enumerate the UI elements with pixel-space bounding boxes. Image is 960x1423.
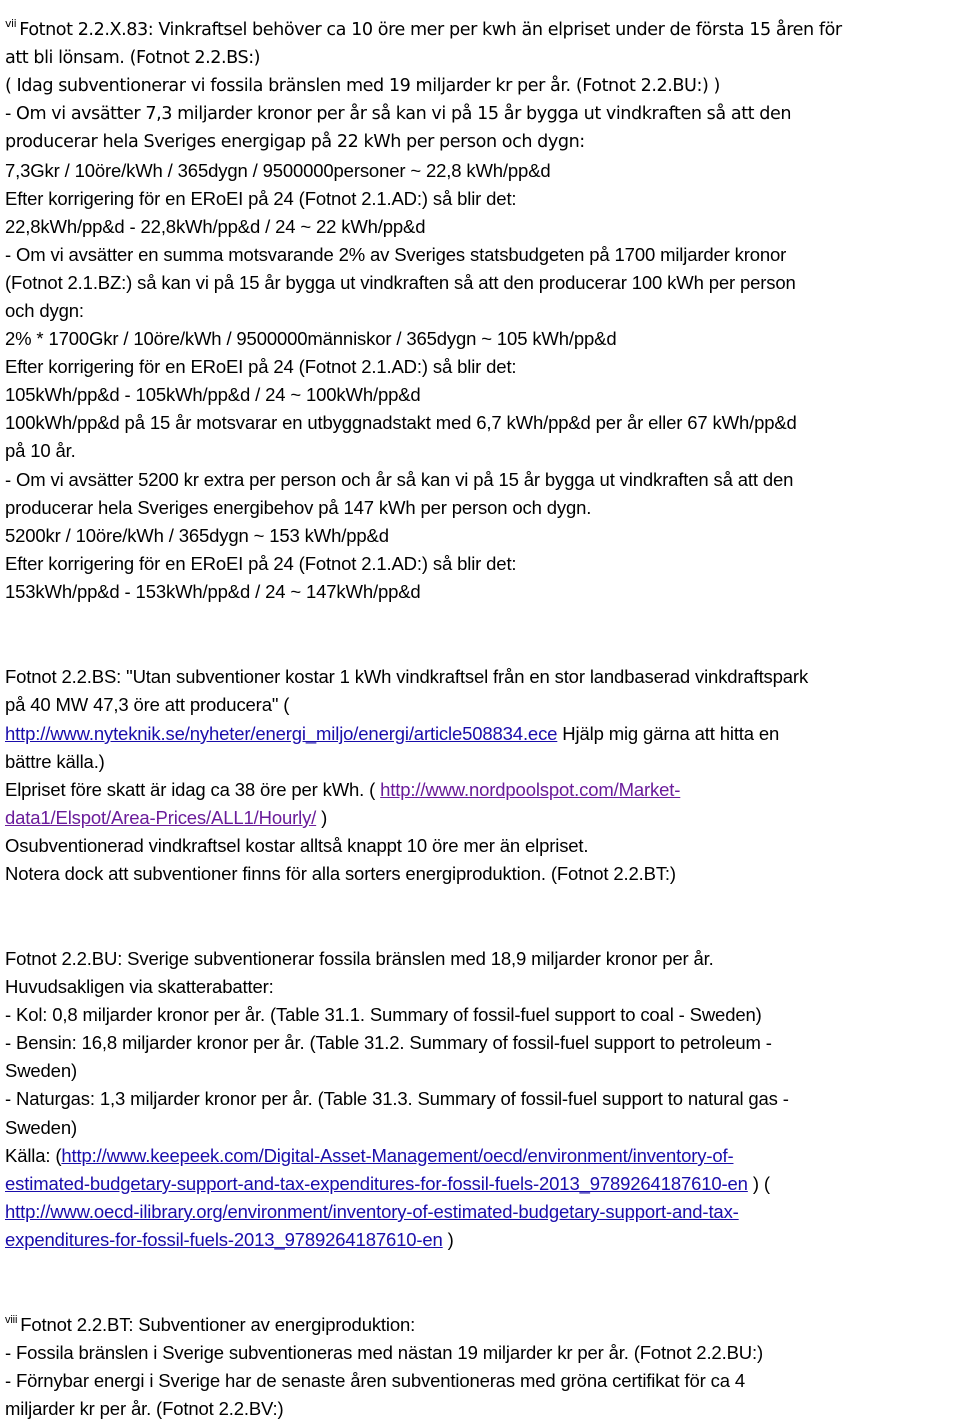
text-line: estimated-budgetary-support-and-tax-expenditures-for-fossil-fuels-2013_9789264187610-en ) ( [5,1173,770,1194]
formula-line: 22,8kWh/pp&d - 22,8kWh/pp&d / 24 ~ 22 kWh/pp&d [5,216,426,237]
text-line: - Om vi avsätter 5200 kr extra per person och år så kan vi på 15 år bygga ut vindkraften så att den [5,469,794,490]
list-item: - Kol: 0,8 miljarder kronor per år. (Table 31.1. Summary of fossil-fuel support to coal - Sweden) [5,1004,762,1025]
text-line: och dygn: [5,300,84,321]
text-line: på 10 år. [5,440,76,461]
nordpoolspot-link[interactable]: http://www.nordpoolspot.com/Market- [380,779,681,800]
footnote-vii-line: $^{vii}$ Fotnot 2.2.X.83: Vinkraftsel behöver ca 10 öre mer per kwh än elpriset under de första 15 åren för [5,17,842,40]
text-line: http://www.nyteknik.se/nyheter/energi_miljo/energi/article508834.ece Hjälp mig gärna att hitta en [5,723,780,744]
nordpoolspot-link-cont[interactable]: data1/Elspot/Area-Prices/ALL1/Hourly/ [5,807,317,828]
text-line: producerar hela Sveriges energigap på 22 kWh per person och dygn: [5,132,585,152]
formula-line: 153kWh/pp&d - 153kWh/pp&d / 24 ~ 147kWh/pp&d [5,581,421,602]
text-line: Notera dock att subventioner finns för alla sorters energiproduktion. (Fotnot 2.2.BT:) [5,863,676,884]
text-line: Efter korrigering för en ERoEI på 24 (Fotnot 2.1.AD:) så blir det: [5,553,517,574]
text-line: data1/Elspot/Area-Prices/ALL1/Hourly/ ) [5,807,328,828]
list-item: - Naturgas: 1,3 miljarder kronor per år. (Table 31.3. Summary of fossil-fuel support to natural gas - [5,1088,789,1109]
text-line: att bli lönsam. (Fotnot 2.2.BS:) [5,48,261,68]
oecd-ilibrary-link-cont[interactable]: expenditures-for-fossil-fuels-2013_9789264187610-en [5,1229,443,1250]
text-line: - Om vi avsätter en summa motsvarande 2% av Sveriges statsbudgeten på 1700 miljarder kronor [5,244,787,265]
footnote-marker-vii: vii [5,17,17,30]
text-line: expenditures-for-fossil-fuels-2013_9789264187610-en ) [5,1229,454,1250]
text-line: miljarder kr per år. (Fotnot 2.2.BV:) [5,1398,284,1419]
keepeek-link[interactable]: http://www.keepeek.com/Digital-Asset-Management/oecd/environment/inventory-of- [61,1145,734,1166]
footnote-marker-viii: viii [5,1314,18,1326]
text-line: (Fotnot 2.1.BZ:) så kan vi på 15 år bygga ut vindkraften så att den producerar 100 kWh per person [5,272,796,293]
list-item: - Bensin: 16,8 miljarder kronor per år. (Table 31.2. Summary of fossil-fuel support to petroleum - [5,1032,772,1053]
formula-line: 2% * 1700Gkr / 10öre/kWh / 9500000människor / 365dygn ~ 105 kWh/pp&d [5,328,617,349]
text-line: Huvudsakligen via skatterabatter: [5,976,274,997]
text-line: Efter korrigering för en ERoEI på 24 (Fotnot 2.1.AD:) så blir det: [5,188,517,209]
text-line: producerar hela Sveriges energibehov på 147 kWh per person och dygn. [5,497,592,518]
text-line: Osubventionerad vindkraftsel kostar alltså knappt 10 öre mer än elpriset. [5,835,589,856]
nyteknik-link[interactable]: http://www.nyteknik.se/nyheter/energi_miljo/energi/article508834.ece [5,723,558,744]
text-line: Sweden) [5,1060,77,1081]
text-line: bättre källa.) [5,751,105,772]
keepeek-link-cont[interactable]: estimated-budgetary-support-and-tax-expenditures-for-fossil-fuels-2013_9789264187610-en [5,1173,748,1194]
oecd-ilibrary-link[interactable]: http://www.oecd-ilibrary.org/environment/inventory-of-estimated-budgetary-support-and-tax- [5,1201,739,1222]
formula-line: 7,3Gkr / 10öre/kWh / 365dygn / 9500000personer ~ 22,8 kWh/pp&d [5,160,551,181]
text-line: Fotnot 2.2.BS: "Utan subventioner kostar 1 kWh vindkraftsel från en stor landbaserad vinkdraftspark [5,666,809,687]
text-line [5,1198,739,1226]
text-line: Källa: (http://www.keepeek.com/Digital-Asset-Management/oecd/environment/inventory-of- [5,1145,734,1166]
formula-line: 5200kr / 10öre/kWh / 365dygn ~ 153 kWh/pp&d [5,525,389,546]
text-line: Elpriset före skatt är idag ca 38 öre per kWh. ( http://www.nordpoolspot.com/Market- [5,779,681,800]
footnote-viii-line: $^{viii}$ Fotnot 2.2.BT: Subventioner av energiproduktion: [5,1314,416,1335]
list-item: - Förnybar energi i Sverige har de senaste åren subventioneras med gröna certifikat för ca 4 [5,1370,745,1391]
text-line: Efter korrigering för en ERoEI på 24 (Fotnot 2.1.AD:) så blir det: [5,356,517,377]
text-line: - Om vi avsätter 7,3 miljarder kronor per år så kan vi på 15 år bygga ut vindkraften så att den [5,104,792,124]
text-line: Fotnot 2.2.BU: Sverige subventionerar fossila bränslen med 18,9 miljarder kronor per år. [5,948,714,969]
text-line: Sweden) [5,1117,77,1138]
text-line: 100kWh/pp&d på 15 år motsvarar en utbyggnadstakt med 6,7 kWh/pp&d per år eller 67 kWh/pp&d [5,412,797,433]
text-line: ( Idag subventionerar vi fossila bränslen med 19 miljarder kr per år. (Fotnot 2.2.BU:) ) [5,76,720,96]
text-line: på 40 MW 47,3 öre att producera" ( [5,694,290,715]
list-item: - Fossila bränslen i Sverige subventioneras med nästan 19 miljarder kr per år. (Fotnot 2.2.BU:) [5,1342,763,1363]
formula-line: 105kWh/pp&d - 105kWh/pp&d / 24 ~ 100kWh/pp&d [5,384,421,405]
